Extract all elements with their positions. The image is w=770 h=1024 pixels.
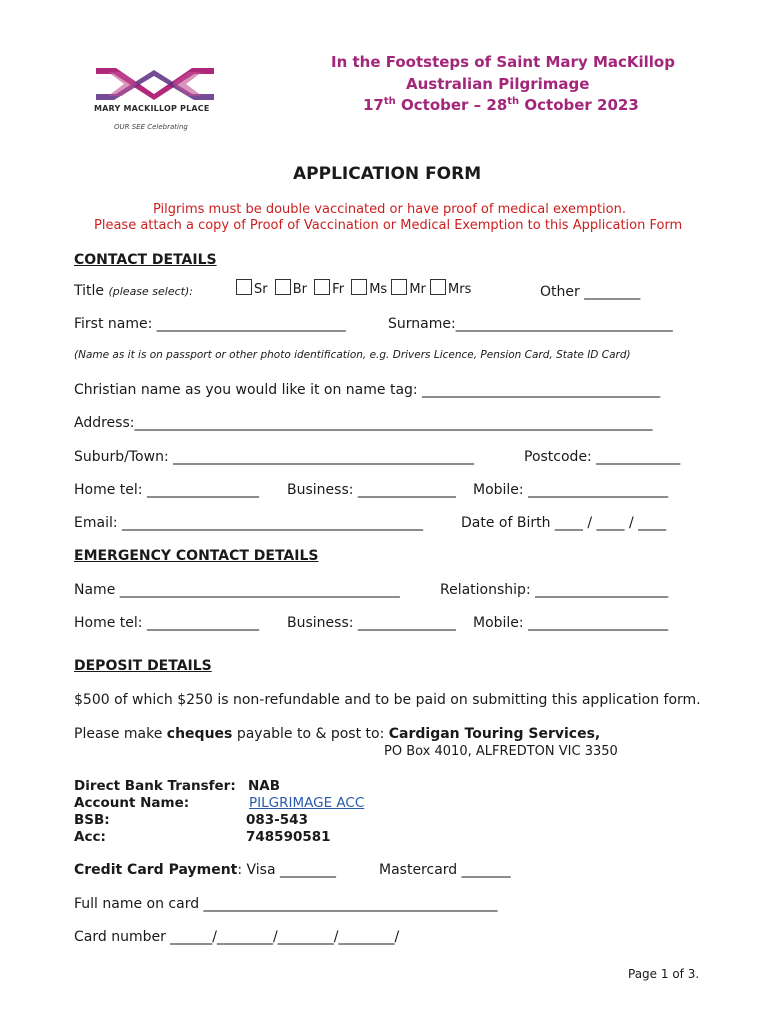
title-other-field[interactable]: Other ________ [540,284,641,300]
title-row [74,283,193,299]
cheque-post: payable to & post to: [236,726,385,742]
title-option-ms[interactable]: Ms [351,279,387,297]
address-field[interactable]: Address:__________________________________________________________________________ [74,415,653,431]
logo-org-name: MARY MACKILLOP PLACE [94,104,210,113]
emergency-name-field[interactable]: Name ________________________________________ [74,582,400,598]
date-end-sup: th [507,96,520,107]
card-name-field[interactable]: Full name on card __________________________________________ [74,896,498,912]
logo-mark-icon [94,64,216,104]
bank-label-account: Account Name: [74,795,190,811]
bank-labels [74,778,236,846]
header-line2: Australian Pilgrimage [406,75,590,93]
header-line1: In the Footsteps of Saint Mary MacKillop [331,53,675,71]
title-option-fr[interactable]: Fr [314,279,344,297]
deposit-heading: DEPOSIT DETAILS [74,658,212,674]
bank-name: NAB [248,778,281,794]
business-field[interactable]: Business: ______________ [287,482,456,498]
checkbox-br[interactable] [275,279,291,295]
date-start-sup: th [383,96,396,107]
emergency-heading: EMERGENCY CONTACT DETAILS [74,548,319,564]
checkbox-mr[interactable] [391,279,407,295]
date-start-month: October – 28 [401,96,508,114]
cc-mastercard-field[interactable]: Mastercard _______ [379,862,511,878]
first-name-field[interactable]: First name: ___________________________ [74,316,346,332]
checkbox-ms[interactable] [351,279,367,295]
payee: Cardigan Touring Services, [388,726,601,742]
name-note: (Name as it is on passport or other photo identification, e.g. Drivers Licence, Pension Card, State ID Card) [74,349,631,361]
christian-name-field[interactable]: Christian name as you would like it on name tag: __________________________________ [74,382,661,398]
payee-address: PO Box 4010, ALFREDTON VIC 3350 [384,744,618,759]
date-start-day: 17 [363,96,384,114]
account-name: PILGRIMAGE ACC [249,795,365,811]
date-end-rest: October 2023 [524,96,639,114]
surname-field[interactable]: Surname:_______________________________ [388,316,673,332]
emergency-relationship-field[interactable]: Relationship: ___________________ [440,582,669,598]
credit-card-row [74,862,336,878]
cheque-instructions [74,726,600,742]
emergency-business-field[interactable]: Business: ______________ [287,615,456,631]
title-option-br[interactable]: Br [275,279,307,297]
checkbox-mrs[interactable] [430,279,446,295]
title-option-mr[interactable]: Mr [391,279,426,297]
bank-label-acc: Acc: [74,829,106,845]
dob-field[interactable]: Date of Birth ____ / ____ / ____ [461,515,667,531]
form-title: APPLICATION FORM [293,164,482,184]
deposit-amount-text: $500 of which $250 is non-refundable and to be paid on submitting this application form. [74,692,701,708]
checkbox-fr[interactable] [314,279,330,295]
checkbox-sr[interactable] [236,279,252,295]
title-option-sr[interactable]: Sr [236,279,268,297]
title-label: Title [74,283,105,299]
cheque-pre: Please make [74,726,163,742]
emergency-home-tel-field[interactable]: Home tel: ________________ [74,615,259,631]
title-option-mrs[interactable]: Mrs [430,279,471,297]
acc-value: 748590581 [246,829,331,845]
mobile-field[interactable]: Mobile: ____________________ [473,482,669,498]
logo-tagline: OUR SEE Celebrating [114,123,188,131]
emergency-mobile-field[interactable]: Mobile: ____________________ [473,615,669,631]
bank-values [246,778,364,846]
suburb-field[interactable]: Suburb/Town: ___________________________________________ [74,449,475,465]
bsb-value: 083-543 [246,812,308,828]
postcode-field[interactable]: Postcode: ____________ [524,449,681,465]
cc-visa-field[interactable]: : Visa ________ [237,862,337,878]
card-number-field[interactable]: Card number ______/________/________/________/ [74,929,400,945]
notice-line2: Please attach a copy of Proof of Vaccination or Medical Exemption to this Application Form [94,218,683,233]
cc-label: Credit Card Payment [74,862,238,878]
logo [92,64,222,136]
cheque-bold: cheques [166,726,233,742]
bank-label-bsb: BSB: [74,812,110,828]
notice-line1: Pilgrims must be double vaccinated or have proof of medical exemption. [153,202,626,217]
header-dates [363,96,639,114]
contact-heading: CONTACT DETAILS [74,252,217,268]
bank-label-transfer: Direct Bank Transfer: [74,778,236,794]
home-tel-field[interactable]: Home tel: ________________ [74,482,259,498]
email-field[interactable]: Email: ___________________________________________ [74,515,424,531]
title-hint: (please select): [108,285,193,298]
title-options [236,279,471,297]
page-number: Page 1 of 3. [628,967,700,981]
